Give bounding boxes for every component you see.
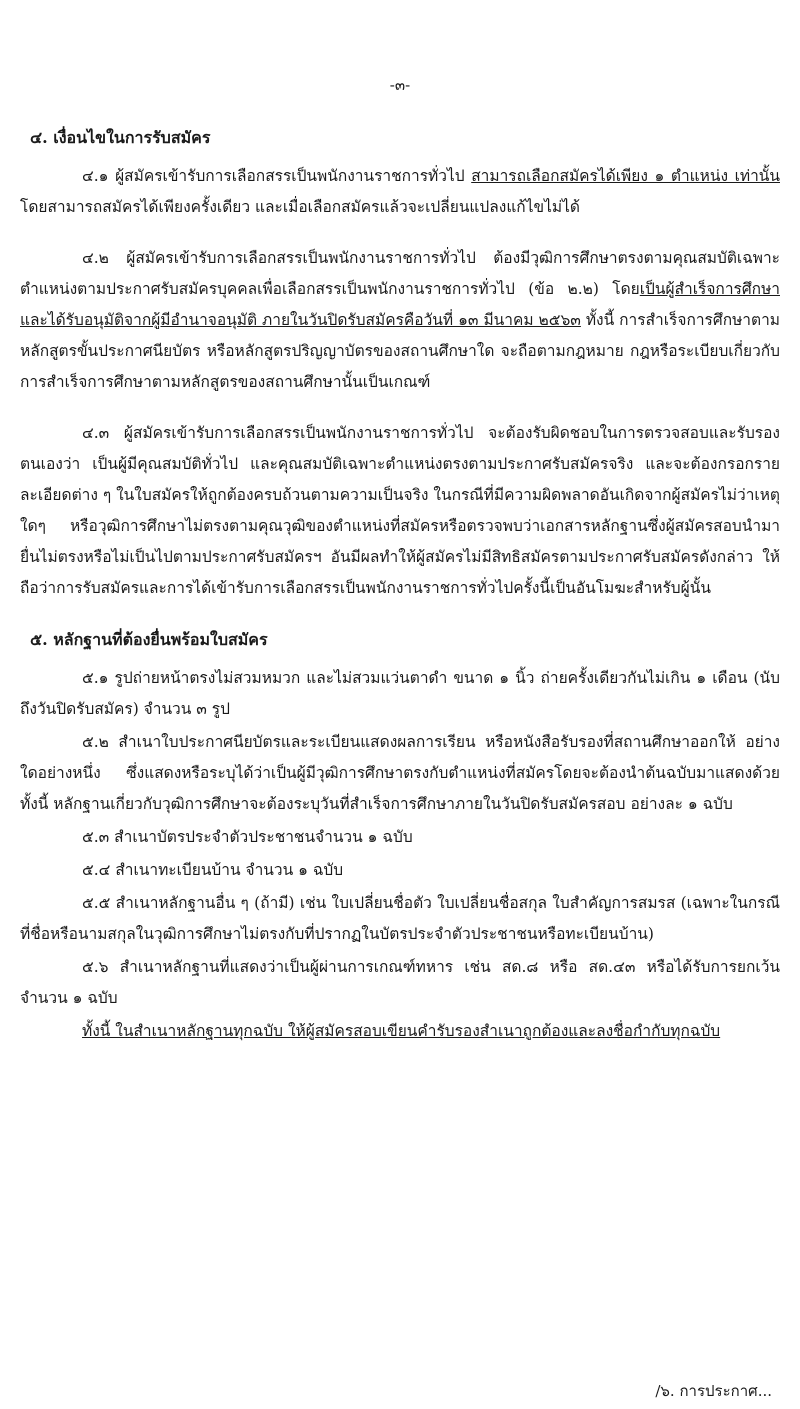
paragraph-4-2 — [20, 243, 780, 398]
section-5-heading: ๕. หลักฐานที่ต้องยื่นพร้อมใบสมัคร — [30, 630, 268, 649]
paragraph-4-2-text-b: ทั้งนี้ การสำเร็จการศึกษาตามหลักสูตรขั้นประกาศนียบัตร หรือหลักสูตรปริญญาบัตรของสถานศึกษาใด จะถือตามกฎหมาย กฎหรือระเบียบเกี่ยวกับการสำเร็จการศึกษาตามหลักสูตรของสถานศึกษานั้นเป็นเกณฑ์ — [20, 311, 780, 391]
paragraph-5-6: ๕.๖ สำเนาหลักฐานที่แสดงว่าเป็นผู้ผ่านการเกณฑ์ทหาร เช่น สด.๘ หรือ สด.๔๓ หรือได้รับการยกเว้น จำนวน ๑ ฉบับ — [20, 958, 780, 1007]
paragraph-4-2-text-a: ๔.๒ ผู้สมัครเข้ารับการเลือกสรรเป็นพนักงานราชการทั่วไป ต้องมีวุฒิการศึกษาตรงตามคุณสมบัติเฉพาะตำแหน่งตามประกาศรับสมัครบุคคลเพื่อเลือกสรรเป็นพนักงานราชการทั่วไป (ข้อ ๒.๒) โดย — [20, 249, 780, 298]
paragraph-5-5: ๕.๕ สำเนาหลักฐานอื่น ๆ (ถ้ามี) เช่น ใบเปลี่ยนชื่อตัว ใบเปลี่ยนชื่อสกุล ใบสำคัญการสมรส (เฉพาะในกรณีที่ชื่อหรือนามสกุลในวุฒิการศึกษาไม่ตรงกับที่ปรากฏในบัตรประจำตัวประชาชนหรือทะเบียนบ้าน) — [20, 894, 780, 943]
page-number: -๓- — [389, 76, 411, 94]
paragraph-5-4: ๕.๔ สำเนาทะเบียนบ้าน จำนวน ๑ ฉบับ — [82, 861, 344, 879]
next-page-reference: /๖. การประกาศ... — [655, 1382, 772, 1400]
paragraph-5-1: ๕.๑ รูปถ่ายหน้าตรงไม่สวมหมวก และไม่สวมแว่นตาดำ ขนาด ๑ นิ้ว ถ่ายครั้งเดียวกันไม่เกิน ๑ เดือน (นับถึงวันปิดรับสมัคร) จำนวน ๓ รูป — [20, 669, 780, 718]
paragraph-4-3: ๔.๓ ผู้สมัครเข้ารับการเลือกสรรเป็นพนักงานราชการทั่วไป จะต้องรับผิดชอบในการตรวจสอบและรับรองตนเองว่า เป็นผู้มีคุณสมบัติทั่วไป และคุณสมบัติเฉพาะตำแหน่งตรงตามประกาศรับสมัครจริง และจะต้องกรอกรายละเอียดต่าง ๆ ในใบสมัครให้ถูกต้องครบถ้วนตามความเป็นจริง ในกรณีที่มีความผิดพลาดอันเกิดจากผู้สมัครไม่ว่าเหตุใดๆ หรือวุฒิการศึกษาไม่ตรงตามคุณวุฒิของตำแหน่งที่สมัครหรือตรวจพบว่าเอกสารหลักฐานซึ่งผู้สมัครสอบนำมายื่นไม่ตรงหรือไม่เป็นไปตามประกาศรับสมัครฯ อันมีผลทำให้ผู้สมัครไม่มีสิทธิสมัครตามประกาศรับสมัครดังกล่าว ให้ถือว่าการรับสมัครและการได้เข้ารับการเลือกสรรเป็นพนักงานราชการทั่วไปครั้งนี้เป็นอันโมฆะสำหรับผู้นั้น — [20, 424, 780, 597]
section-5-note — [20, 1016, 780, 1047]
paragraph-4-1-text-b: โดยสามารถสมัครได้เพียงครั้งเดียว และเมื่อเลือกสมัครแล้วจะเปลี่ยนแปลงแก้ไขไม่ได้ — [20, 198, 580, 216]
paragraph-5-2: ๕.๒ สำเนาใบประกาศนียบัตรและระเบียนแสดงผลการเรียน หรือหนังสือรับรองที่สถานศึกษาออกให้ อย่างใดอย่างหนึ่ง ซึ่งแสดงหรือระบุได้ว่าเป็นผู้มีวุฒิการศึกษาตรงกับตำแหน่งที่สมัครโดยจะต้องนำต้นฉบับมาแสดงด้วย ทั้งนี้ หลักฐานเกี่ยวกับวุฒิการศึกษาจะต้องระบุวันที่สำเร็จการศึกษาภายในวันปิดรับสมัครสอบ อย่างละ ๑ ฉบับ — [20, 733, 780, 813]
paragraph-4-1 — [20, 161, 780, 223]
section-5-note-text: ทั้งนี้ ในสำเนาหลักฐานทุกฉบับ ให้ผู้สมัครสอบเขียนคำรับรองสำเนาถูกต้องและลงชื่อกำกับทุกฉบับ — [82, 1022, 721, 1040]
paragraph-5-3: ๕.๓ สำเนาบัตรประจำตัวประชาชนจำนวน ๑ ฉบับ — [82, 828, 413, 846]
paragraph-4-1-underlined: สามารถเลือกสมัครได้เพียง ๑ ตำแหน่ง เท่านั้น — [471, 167, 780, 185]
paragraph-4-2-underlined: เป็นผู้สำเร็จการศึกษาและได้รับอนุมัติจากผู้มีอำนาจอนุมัติ ภายในวันปิดรับสมัครคือวันที่ ๑๓ มีนาคม ๒๕๖๓ — [20, 280, 780, 329]
section-4-heading: ๔. เงื่อนไขในการรับสมัคร — [30, 128, 211, 147]
paragraph-4-1-text-a: ๔.๑ ผู้สมัครเข้ารับการเลือกสรรเป็นพนักงานราชการทั่วไป — [82, 167, 472, 185]
